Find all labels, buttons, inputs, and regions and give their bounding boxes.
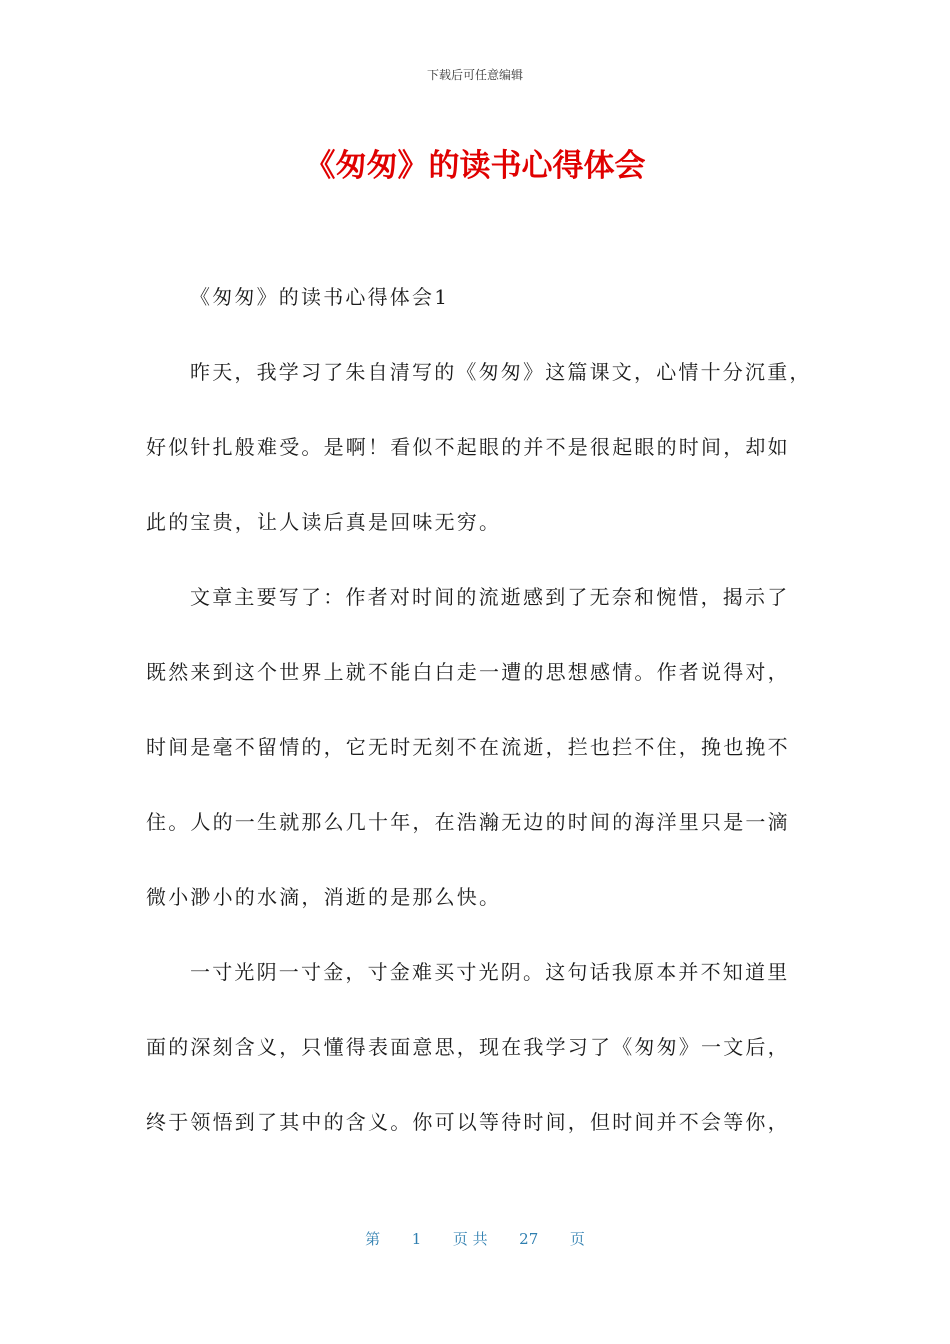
header-note: 下载后可任意编辑: [426, 68, 523, 82]
text-line: 住。人的一生就那么几十年，在浩瀚无边的时间的海洋里只是一滴: [146, 810, 790, 834]
text-line: 文章主要写了：作者对时间的流逝感到了无奈和惋惜，揭示了: [190, 585, 790, 609]
text-line: 昨天，我学习了朱自清写的《匆匆》这篇课文，心情十分沉重，: [190, 360, 812, 384]
section-heading: 《匆匆》的读书心得体会1: [190, 285, 450, 309]
page-total: 27: [519, 1230, 539, 1248]
text-line: 微小渺小的水滴，消逝的是那么快。: [146, 885, 502, 909]
text-line: 好似针扎般难受。是啊！看似不起眼的并不是很起眼的时间，却如: [146, 435, 790, 459]
page-label-suffix: 页: [569, 1230, 585, 1248]
document-title: 《匆匆》的读书心得体会: [304, 148, 646, 184]
text-line: 终于领悟到了其中的含义。你可以等待时间，但时间并不会等你，: [146, 1110, 790, 1134]
page-footer: [0, 1228, 950, 1249]
text-line: 既然来到这个世界上就不能白白走一遭的思想感情。作者说得对，: [146, 660, 790, 684]
text-line: 面的深刻含义，只懂得表面意思，现在我学习了《匆匆》一文后，: [146, 1035, 790, 1059]
page-current: 1: [411, 1230, 422, 1248]
page-label-prefix: 第: [365, 1230, 381, 1248]
text-line: 时间是毫不留情的，它无时无刻不在流逝，拦也拦不住，挽也挽不: [146, 735, 790, 759]
text-line: 一寸光阴一寸金，寸金难买寸光阴。这句话我原本并不知道里: [190, 960, 790, 984]
page-label-mid: 页 共: [452, 1230, 488, 1248]
document-body: [146, 260, 812, 1160]
text-line: 此的宝贵，让人读后真是回味无穷。: [146, 510, 502, 534]
